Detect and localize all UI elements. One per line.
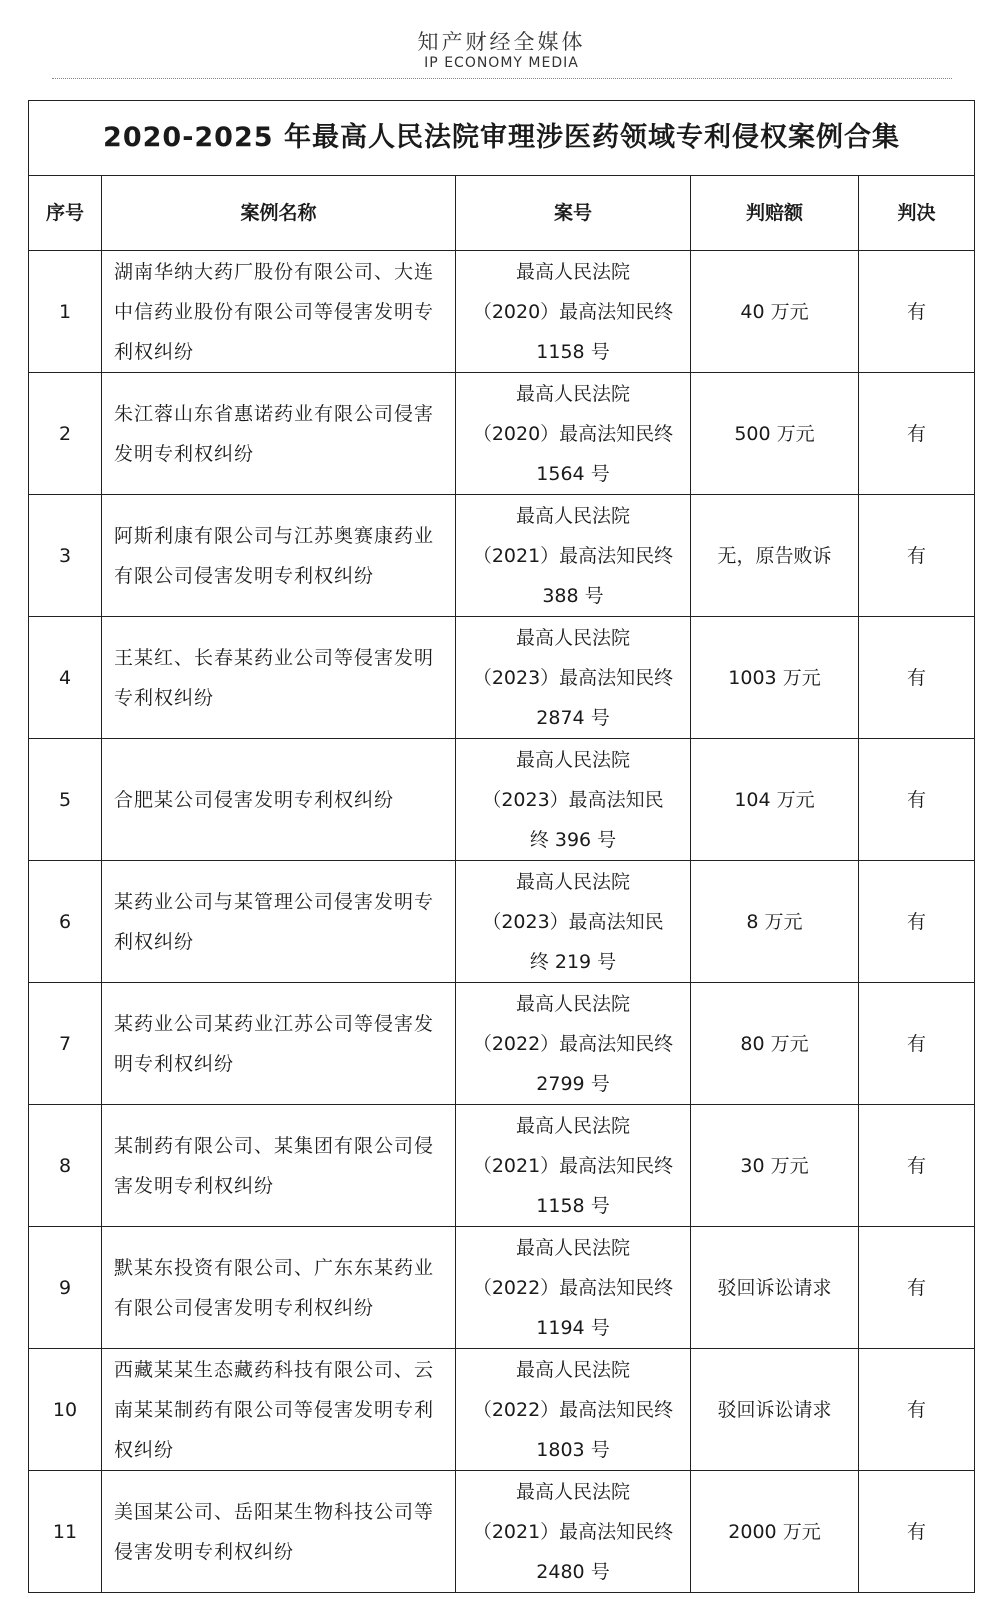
- case-number-line: 1158 号: [536, 340, 610, 363]
- case-number-line: 最高人民法院: [515, 382, 630, 405]
- header-verdict: 判决: [859, 176, 975, 251]
- row-case-number: [456, 739, 691, 861]
- case-number-line: 最高人民法院: [515, 1114, 630, 1137]
- row-case-number: [456, 373, 691, 495]
- row-case-number: [456, 1105, 691, 1227]
- header-name: 案例名称: [102, 176, 456, 251]
- case-number-line: 最高人民法院: [515, 504, 630, 527]
- table-row: [29, 617, 975, 739]
- row-no: 7: [29, 983, 102, 1105]
- table-title: 2020-2025 年最高人民法院审理涉医药领域专利侵权案例合集: [29, 101, 975, 176]
- case-number-line: （2023）最高法知民: [482, 788, 664, 811]
- case-number-line: 最高人民法院: [515, 1480, 630, 1503]
- row-no: 9: [29, 1227, 102, 1349]
- row-verdict: 有: [859, 861, 975, 983]
- row-verdict: 有: [859, 1471, 975, 1593]
- table-row: [29, 983, 975, 1105]
- row-case-name: 阿斯利康有限公司与江苏奥赛康药业有限公司侵害发明专利权纠纷: [102, 495, 456, 617]
- row-damages: 30 万元: [691, 1105, 859, 1227]
- row-damages: 驳回诉讼请求: [691, 1349, 859, 1471]
- row-damages: 80 万元: [691, 983, 859, 1105]
- row-case-number: [456, 983, 691, 1105]
- row-no: 4: [29, 617, 102, 739]
- case-number-line: 最高人民法院: [515, 1358, 630, 1381]
- row-case-number: [456, 1349, 691, 1471]
- row-case-number: [456, 495, 691, 617]
- row-case-name: 王某红、长春某药业公司等侵害发明专利权纠纷: [102, 617, 456, 739]
- row-case-name: 朱江蓉山东省惠诺药业有限公司侵害发明专利权纠纷: [102, 373, 456, 495]
- case-number-line: 最高人民法院: [515, 626, 630, 649]
- row-no: 10: [29, 1349, 102, 1471]
- row-verdict: 有: [859, 251, 975, 373]
- row-case-name: 某药业公司某药业江苏公司等侵害发明专利权纠纷: [102, 983, 456, 1105]
- row-no: 8: [29, 1105, 102, 1227]
- case-number-line: （2022）最高法知民终: [472, 1276, 674, 1299]
- table-row: [29, 1349, 975, 1471]
- header-damages: 判赔额: [691, 176, 859, 251]
- case-number-line: 最高人民法院: [515, 1236, 630, 1259]
- row-case-number: [456, 1471, 691, 1593]
- case-number-line: 最高人民法院: [515, 992, 630, 1015]
- row-case-name: 某制药有限公司、某集团有限公司侵害发明专利权纠纷: [102, 1105, 456, 1227]
- row-verdict: 有: [859, 983, 975, 1105]
- table-row: [29, 739, 975, 861]
- row-case-name: 美国某公司、岳阳某生物科技公司等侵害发明专利权纠纷: [102, 1471, 456, 1593]
- header-case-no: 案号: [456, 176, 691, 251]
- row-case-number: [456, 1227, 691, 1349]
- case-number-line: （2021）最高法知民终: [472, 1520, 674, 1543]
- case-number-line: （2023）最高法知民: [482, 910, 664, 933]
- case-number-line: 2874 号: [536, 706, 610, 729]
- table-row: [29, 373, 975, 495]
- case-number-line: （2021）最高法知民终: [472, 1154, 674, 1177]
- row-verdict: 有: [859, 739, 975, 861]
- row-case-name: 某药业公司与某管理公司侵害发明专利权纠纷: [102, 861, 456, 983]
- row-verdict: 有: [859, 495, 975, 617]
- table-row: [29, 861, 975, 983]
- row-case-number: [456, 861, 691, 983]
- row-case-number: [456, 251, 691, 373]
- row-no: 3: [29, 495, 102, 617]
- row-verdict: 有: [859, 1349, 975, 1471]
- row-no: 1: [29, 251, 102, 373]
- row-damages: 104 万元: [691, 739, 859, 861]
- case-number-line: 最高人民法院: [515, 870, 630, 893]
- row-verdict: 有: [859, 617, 975, 739]
- case-number-line: （2023）最高法知民终: [472, 666, 674, 689]
- header-no: 序号: [29, 176, 102, 251]
- row-verdict: 有: [859, 1105, 975, 1227]
- table-row: [29, 1227, 975, 1349]
- row-damages: 2000 万元: [691, 1471, 859, 1593]
- case-number-line: （2022）最高法知民终: [472, 1398, 674, 1421]
- row-verdict: 有: [859, 373, 975, 495]
- row-no: 2: [29, 373, 102, 495]
- row-case-name: 合肥某公司侵害发明专利权纠纷: [102, 739, 456, 861]
- row-no: 11: [29, 1471, 102, 1593]
- case-number-line: 1194 号: [536, 1316, 610, 1339]
- row-case-name: 默某东投资有限公司、广东东某药业有限公司侵害发明专利权纠纷: [102, 1227, 456, 1349]
- masthead-chinese: 知产财经全媒体: [417, 30, 586, 54]
- masthead-english: IP ECONOMY MEDIA: [424, 55, 579, 71]
- row-no: 5: [29, 739, 102, 861]
- row-damages: 500 万元: [691, 373, 859, 495]
- row-no: 6: [29, 861, 102, 983]
- case-number-line: 终 396 号: [529, 828, 617, 851]
- case-number-line: 388 号: [542, 584, 604, 607]
- row-damages: 40 万元: [691, 251, 859, 373]
- case-number-line: 最高人民法院: [515, 748, 630, 771]
- masthead: [0, 30, 1003, 72]
- case-number-line: 1158 号: [536, 1194, 610, 1217]
- case-number-line: 最高人民法院: [515, 260, 630, 283]
- row-case-name: 西藏某某生态藏药科技有限公司、云南某某制药有限公司等侵害发明专利权纠纷: [102, 1349, 456, 1471]
- case-number-line: （2022）最高法知民终: [472, 1032, 674, 1055]
- row-damages: 无，原告败诉: [691, 495, 859, 617]
- case-number-line: （2020）最高法知民终: [472, 422, 674, 445]
- table-row: [29, 1105, 975, 1227]
- case-number-line: 1564 号: [536, 462, 610, 485]
- header-row: [29, 176, 975, 251]
- table-row: [29, 495, 975, 617]
- table-row: [29, 1471, 975, 1593]
- row-damages: 驳回诉讼请求: [691, 1227, 859, 1349]
- row-case-name: 湖南华纳大药厂股份有限公司、大连中信药业股份有限公司等侵害发明专利权纠纷: [102, 251, 456, 373]
- case-number-line: 1803 号: [536, 1438, 610, 1461]
- table-row: [29, 251, 975, 373]
- case-number-line: 终 219 号: [529, 950, 617, 973]
- case-table: [28, 100, 975, 1593]
- row-case-number: [456, 617, 691, 739]
- case-number-line: 2799 号: [536, 1072, 610, 1095]
- row-damages: 1003 万元: [691, 617, 859, 739]
- case-number-line: 2480 号: [536, 1560, 610, 1583]
- masthead-divider: [52, 78, 952, 79]
- row-verdict: 有: [859, 1227, 975, 1349]
- row-damages: 8 万元: [691, 861, 859, 983]
- case-number-line: （2021）最高法知民终: [472, 544, 674, 567]
- case-number-line: （2020）最高法知民终: [472, 300, 674, 323]
